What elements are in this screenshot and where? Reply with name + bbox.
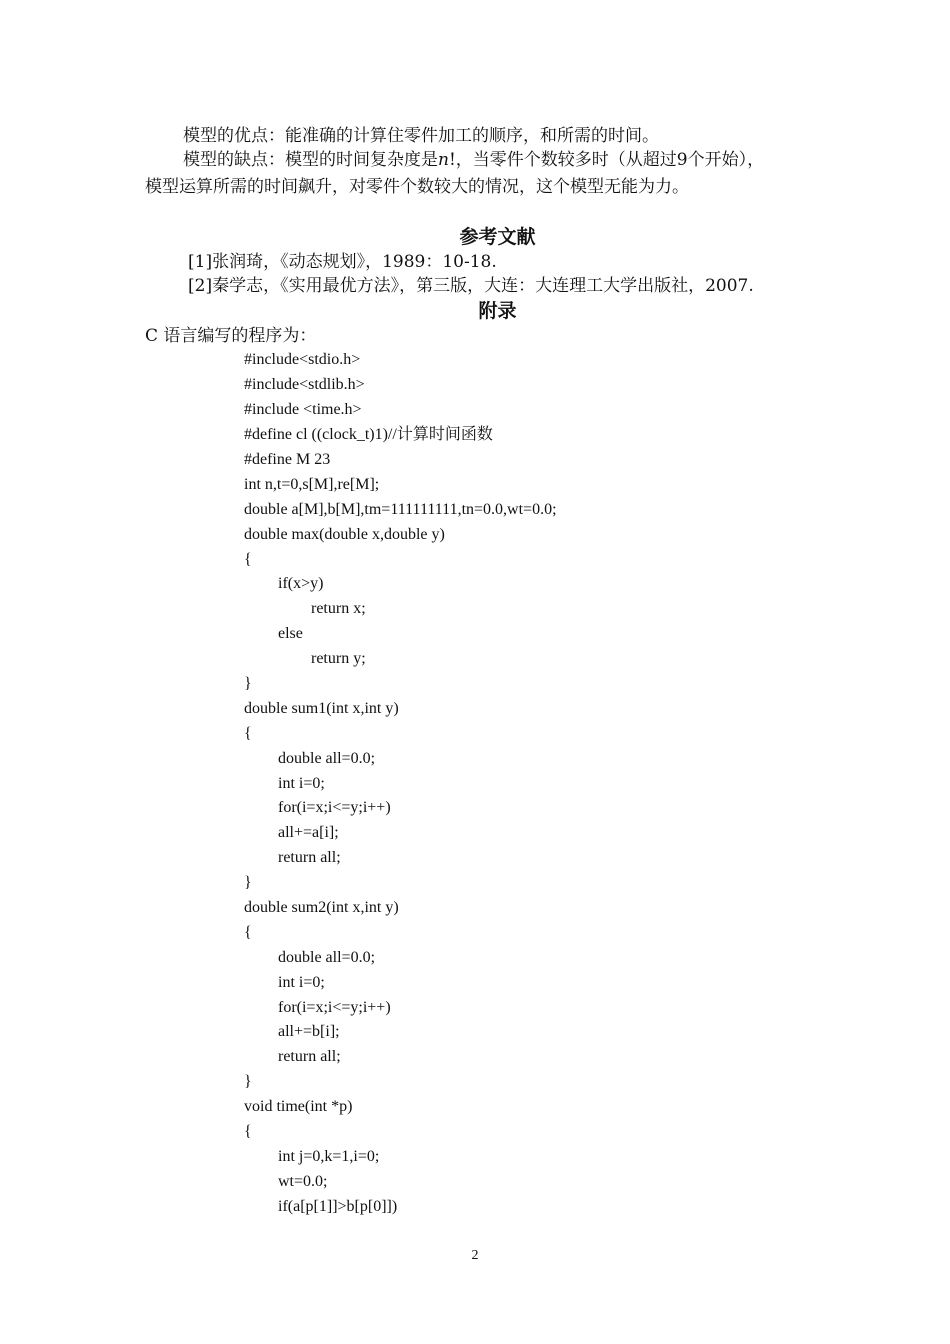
code-line: } — [244, 675, 252, 692]
code-line: int i=0; — [278, 775, 325, 792]
code-line: int n,t=0,s[M],re[M]; — [244, 476, 380, 493]
code-line: #include<stdlib.h> — [244, 376, 365, 393]
code-line: { — [244, 1123, 252, 1140]
code-line: double sum1(int x,int y) — [244, 700, 399, 717]
complexity-variable: n — [438, 150, 449, 170]
advantages-paragraph: 模型的优点：能准确的计算住零件加工的顺序，和所需的时间。 — [183, 126, 659, 146]
code-line: for(i=x;i<=y;i++) — [278, 799, 391, 816]
code-line: if(a[p[1]]>b[p[0]]) — [278, 1198, 398, 1215]
code-line: return x; — [311, 600, 366, 617]
page-number: 2 — [471, 1248, 479, 1263]
code-line: { — [244, 551, 252, 568]
references-heading: 参考文献 — [459, 226, 536, 248]
reference-item-2: [2]秦学志，《实用最优方法》，第三版，大连：大连理工大学出版社，2007. — [188, 276, 754, 296]
code-line: if(x>y) — [278, 575, 324, 592]
code-line: #include <time.h> — [244, 401, 362, 418]
code-line: #include<stdio.h> — [244, 351, 361, 368]
code-line: double all=0.0; — [278, 750, 376, 767]
code-line: #define cl ((clock_t)1)//计算时间函数 — [244, 426, 493, 443]
appendix-intro: C 语言编写的程序为： — [145, 326, 317, 346]
code-line: wt=0.0; — [278, 1173, 328, 1190]
code-line: double sum2(int x,int y) — [244, 899, 399, 916]
code-line: all+=b[i]; — [278, 1023, 340, 1040]
code-line: #define M 23 — [244, 451, 331, 468]
code-line: { — [244, 725, 252, 742]
code-line: { — [244, 924, 252, 941]
disadvantages-paragraph-line2: 模型运算所需的时间飙升，对零件个数较大的情况，这个模型无能为力。 — [145, 177, 689, 197]
code-line: int j=0,k=1,i=0; — [278, 1148, 380, 1165]
code-line: void time(int *p) — [244, 1098, 353, 1115]
appendix-heading: 附录 — [478, 300, 517, 322]
code-line: double a[M],b[M],tm=111111111,tn=0.0,wt=0.0; — [244, 501, 557, 518]
code-line: int i=0; — [278, 974, 325, 991]
code-line: return y; — [311, 650, 366, 667]
code-line: all+=a[i]; — [278, 824, 339, 841]
disadvantages-prefix: 模型的缺点：模型的时间复杂度是 — [183, 150, 438, 170]
disadvantages-paragraph-line1 — [145, 147, 810, 173]
disadvantages-suffix: !，当零件个数较多时（从超过9个开始）， — [448, 150, 765, 170]
code-line: } — [244, 1073, 252, 1090]
code-line: return all; — [278, 1048, 341, 1065]
code-line: double max(double x,double y) — [244, 526, 445, 543]
reference-item-1: [1]张润琦，《动态规划》，1989：10-18. — [188, 252, 497, 272]
code-line: return all; — [278, 849, 341, 866]
code-line: } — [244, 874, 252, 891]
code-line: double all=0.0; — [278, 949, 376, 966]
code-line: else — [278, 625, 303, 642]
code-line: for(i=x;i<=y;i++) — [278, 999, 391, 1016]
